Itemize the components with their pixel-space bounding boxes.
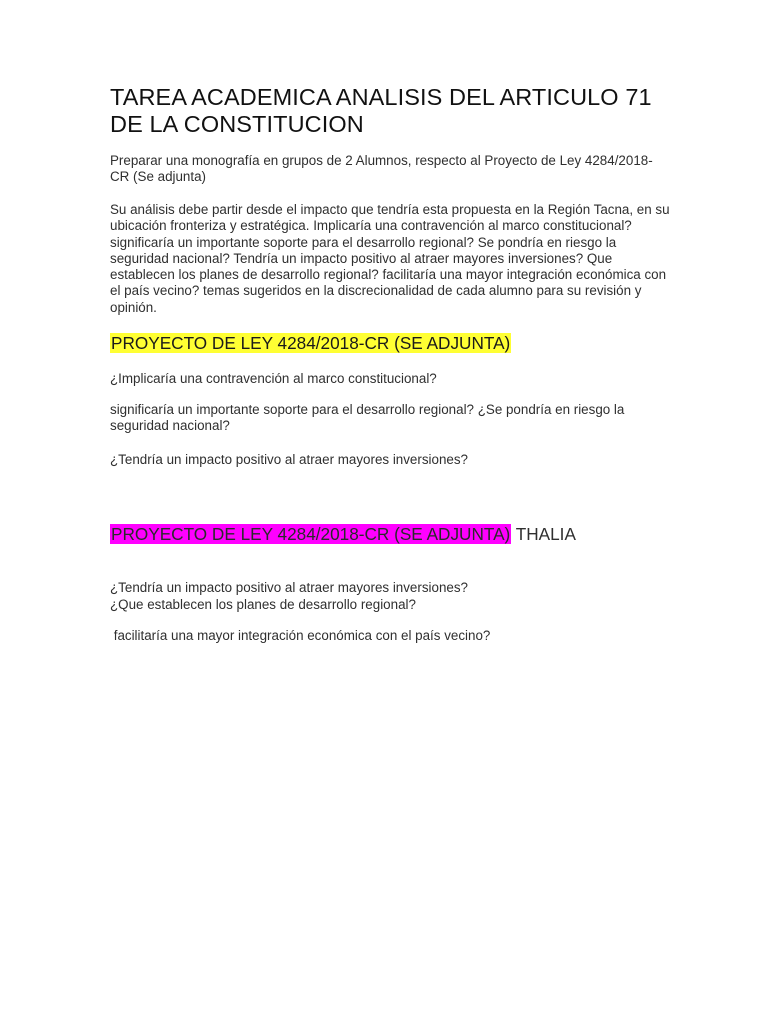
document-title: TAREA ACADEMICA ANALISIS DEL ARTICULO 71 DE LA CONSTITUCION (110, 84, 652, 137)
section2-question-3: facilitaría una mayor integración económica con el país vecino? (110, 628, 491, 643)
intro-paragraph: Preparar una monografía en grupos de 2 Alumnos, respecto al Proyecto de Ley 4284/2018-CR (Se adjunta) (110, 153, 653, 185)
section2-question-1: ¿Tendría un impacto positivo al atraer mayores inversiones? (110, 580, 468, 595)
section1-heading (110, 332, 511, 354)
section2-heading (110, 523, 576, 545)
section2-heading-highlight: PROYECTO DE LEY 4284/2018-CR (SE ADJUNTA) (111, 524, 511, 544)
section2-question-2: ¿Que establecen los planes de desarrollo regional? (110, 597, 416, 612)
section1-question-1: ¿Implicaría una contravención al marco constitucional? (110, 371, 437, 386)
analysis-paragraph: Su análisis debe partir desde el impacto que tendría esta propuesta en la Región Tacna, en su ubicación fronteriza y estratégica. Implicaría una contravención al marco constitucional? significaría un importante soporte para el desarrollo regional? Se pondría en riesgo la seguridad nacional? Tendría un impacto positivo al atraer mayores inversiones? Que establecen los planes de desarrollo regional? facilitaría una mayor integración económica con el país vecino? temas sugeridos en la discrecionalidad de cada alumno para su revisión y opinión. (110, 202, 670, 315)
section2-heading-author: THALIA (511, 524, 576, 544)
section1-heading-highlight: PROYECTO DE LEY 4284/2018-CR (SE ADJUNTA) (111, 333, 511, 353)
section1-question-2: significaría un importante soporte para el desarrollo regional? ¿Se pondría en riesgo la seguridad nacional? (110, 402, 625, 434)
section1-question-3: ¿Tendría un impacto positivo al atraer mayores inversiones? (110, 452, 468, 467)
